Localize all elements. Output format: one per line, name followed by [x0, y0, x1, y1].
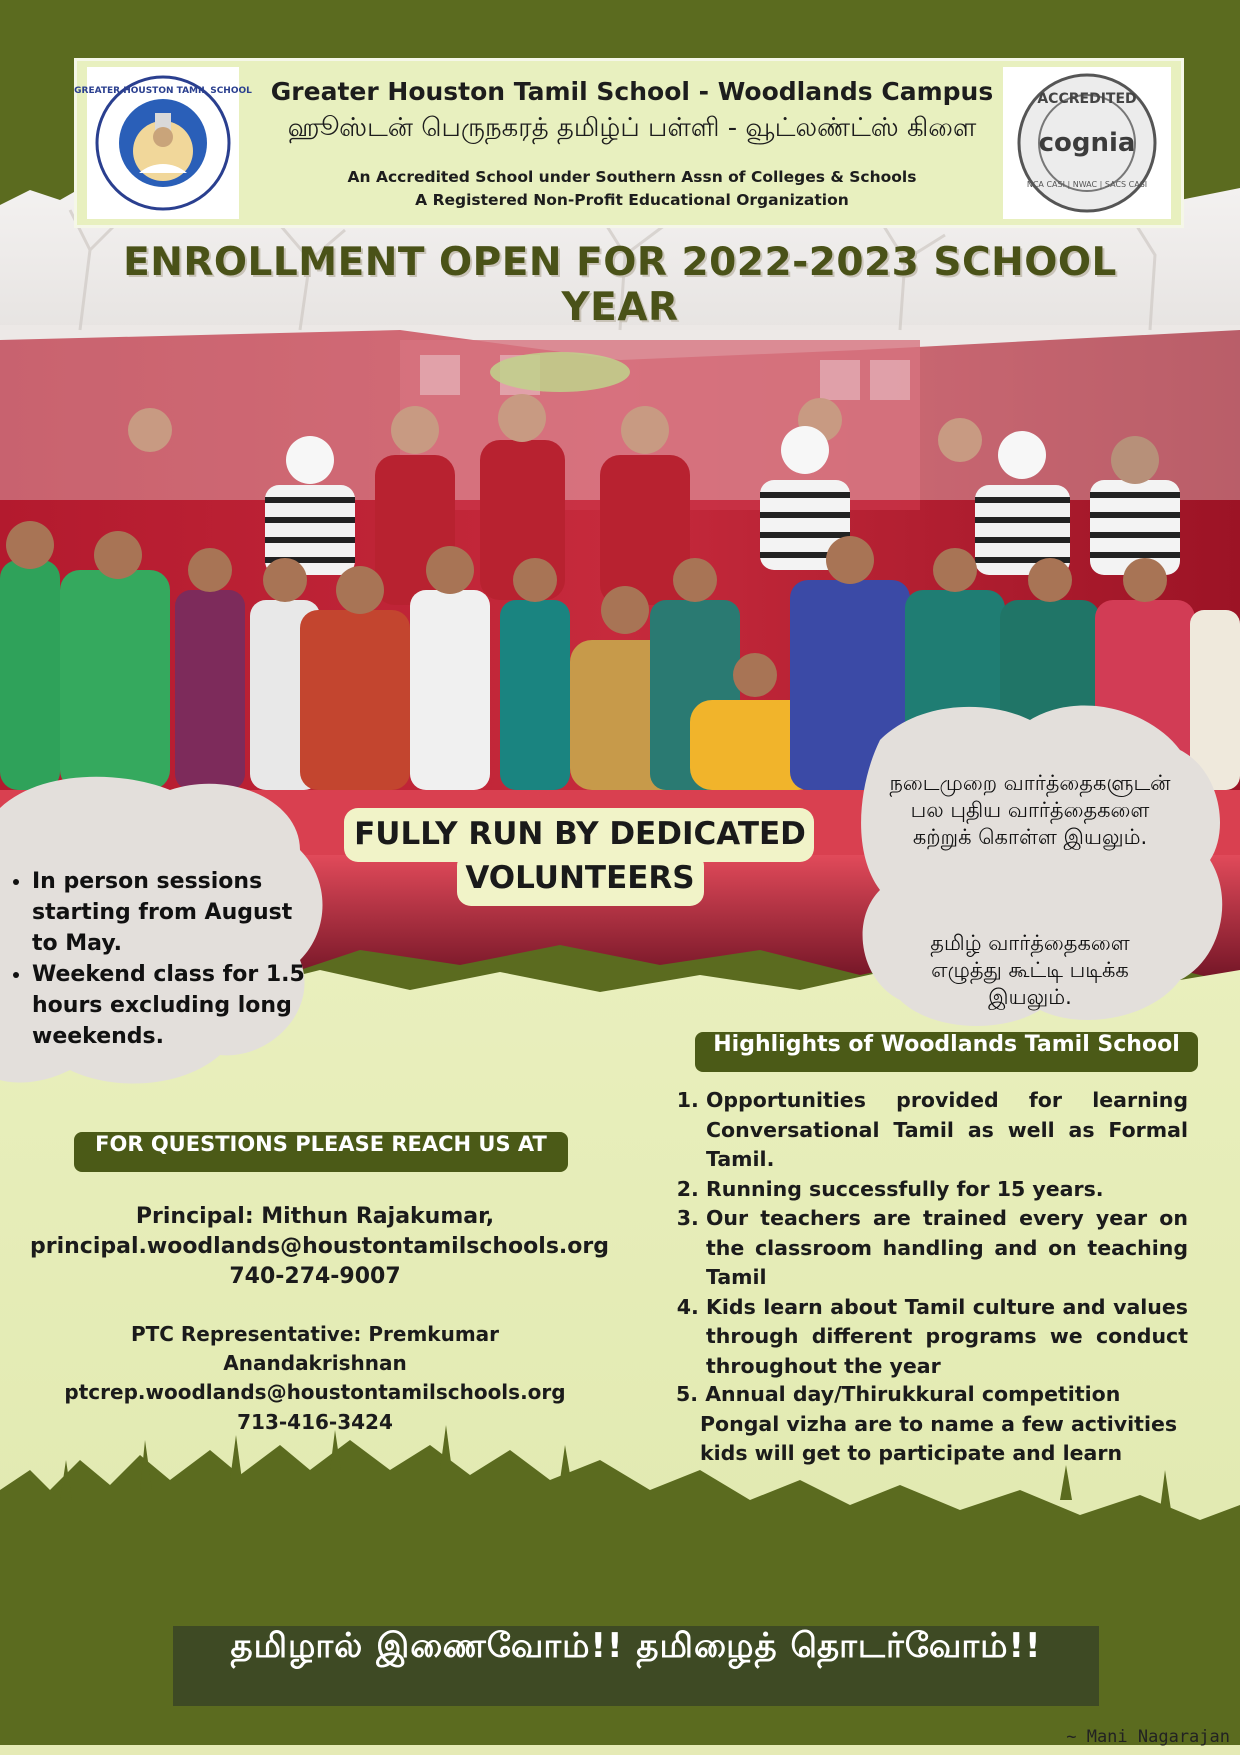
ptc-email[interactable]: ptcrep.woodlands@houstontamilschools.org [64, 1380, 566, 1404]
svg-text:cognia: cognia [1038, 128, 1136, 158]
enrollment-headline: ENROLLMENT OPEN FOR 2022-2023 SCHOOL YEAR [123, 240, 1117, 330]
cognia-badge [1003, 67, 1171, 219]
tamil-point-2: தமிழ் வார்த்தைகளை எழுத்து கூட்டி படிக்க இயலும். [930, 931, 1130, 1009]
highlight-item: 2. Running successfully for 15 years. [706, 1175, 1188, 1205]
principal-phone[interactable]: 740-274-9007 [229, 1264, 401, 1289]
header-banner [74, 58, 1184, 228]
highlight-5-line-2: Pongal vizha are to name a few activities [700, 1411, 1178, 1436]
session-bullet: • Weekend class for 1.5 hours excluding long weekends. [32, 959, 306, 1052]
session-bullet: • In person sessions starting from August to May. [32, 866, 306, 959]
ptc-representative: PTC Representative: Premkumar [130, 1322, 500, 1346]
volunteer-line-2: VOLUNTEERS [465, 860, 695, 896]
accreditation-line: An Accredited School under Southern Assn of Colleges & Schools [347, 168, 917, 186]
school-name-tamil: ஹூஸ்டன் பெருநகரத் தமிழ்ப் பள்ளி - வூட்லண்ட்ஸ் கிளை [287, 113, 977, 143]
artist-credit: ~ Mani Nagarajan [1066, 1727, 1230, 1747]
highlight-item: 4. Kids learn about Tamil culture and values through different programs we conduct throughout the year [706, 1293, 1188, 1382]
thiruvalluvar-logo-icon [74, 73, 252, 213]
svg-text:GREATER HOUSTON TAMIL SCHOOL: GREATER HOUSTON TAMIL SCHOOL [74, 86, 252, 96]
school-name-english: Greater Houston Tamil School - Woodlands Campus [270, 77, 994, 106]
tamil-point-1: நடைமுறை வார்த்தைகளுடன் பல புதிய வார்த்தைகளை கற்றுக் கொள்ள இயலும். [889, 771, 1171, 849]
svg-text:NCA CASI | NWAC | SACS CASI: NCA CASI | NWAC | SACS CASI [1026, 180, 1148, 189]
ptc-phone[interactable]: 713-416-3424 [237, 1410, 393, 1434]
nonprofit-line: A Registered Non-Profit Educational Organization [415, 191, 849, 209]
principal-email[interactable]: principal.woodlands@houstontamilschools.org [30, 1234, 609, 1259]
volunteer-banner [330, 812, 830, 900]
highlight-item: 3. Our teachers are trained every year on the classroom handling and on teaching Tamil [706, 1204, 1188, 1293]
highlight-item: 1. Opportunities provided for learning Conversational Tamil as well as Formal Tamil. [706, 1086, 1188, 1175]
highlights-heading: Highlights of Woodlands Tamil School [695, 1032, 1198, 1072]
ptc-representative-name: Anandakrishnan [223, 1351, 407, 1375]
tamil-slogan-banner: தமிழால் இணைவோம்!! தமிழைத் தொடர்வோம்!! [173, 1626, 1099, 1706]
principal-name: Principal: Mithun Rajakumar, [135, 1204, 495, 1229]
highlight-item-5 [676, 1380, 1200, 1469]
accredited-badge-icon [1013, 69, 1161, 217]
highlight-5-line-3: kids will get to participate and learn [700, 1441, 1123, 1465]
session-info [6, 866, 306, 1052]
questions-heading: FOR QUESTIONS PLEASE REACH US AT [74, 1132, 568, 1172]
highlights-list [678, 1086, 1188, 1381]
highlight-5-line-1: 5. Annual day/Thirukkural competition [676, 1382, 1121, 1406]
school-logo [74, 67, 252, 219]
svg-text:ACCREDITED: ACCREDITED [1037, 91, 1137, 107]
volunteer-line-1: FULLY RUN BY DEDICATED [354, 816, 806, 852]
